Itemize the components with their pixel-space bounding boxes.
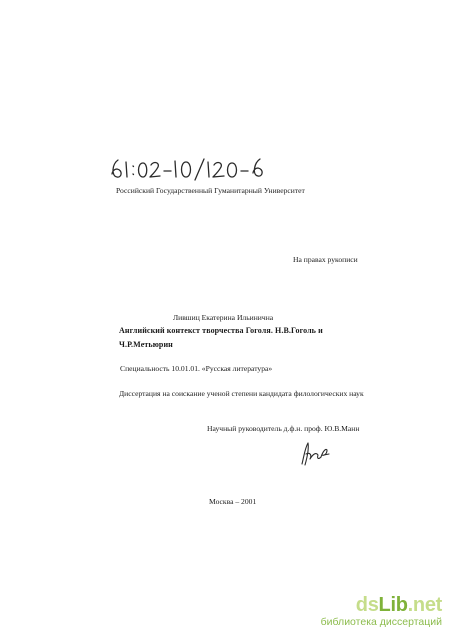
handwritten-stamp-number <box>108 150 268 184</box>
dslib-watermark <box>321 595 442 628</box>
watermark-lib: Lib <box>378 594 408 616</box>
watermark-ds: ds <box>355 594 379 616</box>
watermark-logo <box>321 595 442 615</box>
watermark-subtitle: библиотека диссертаций <box>320 616 442 628</box>
dissertation-title-line-2: Ч.Р.Метьюрин <box>119 340 173 349</box>
specialty: Специальность 10.01.01. «Русская литература» <box>120 364 273 373</box>
rights-note: На правах рукописи <box>293 255 358 264</box>
supervisor: Научный руководитель д.ф.н. проф. Ю.В.Манн <box>207 424 360 433</box>
degree-note: Диссертация на соискание ученой степени кандидата филологических наук <box>119 389 364 398</box>
city-year: Москва – 2001 <box>209 497 257 506</box>
university-name: Российский Государственный Гуманитарный Университет <box>116 186 305 195</box>
watermark-net: .net <box>407 594 442 616</box>
supervisor-signature <box>296 440 332 466</box>
dissertation-title-line-1: Английский контекст творчества Гоголя. Н.В.Гоголь и <box>119 326 323 335</box>
author-name: Лившиц Екатерина Ильинична <box>173 313 274 322</box>
